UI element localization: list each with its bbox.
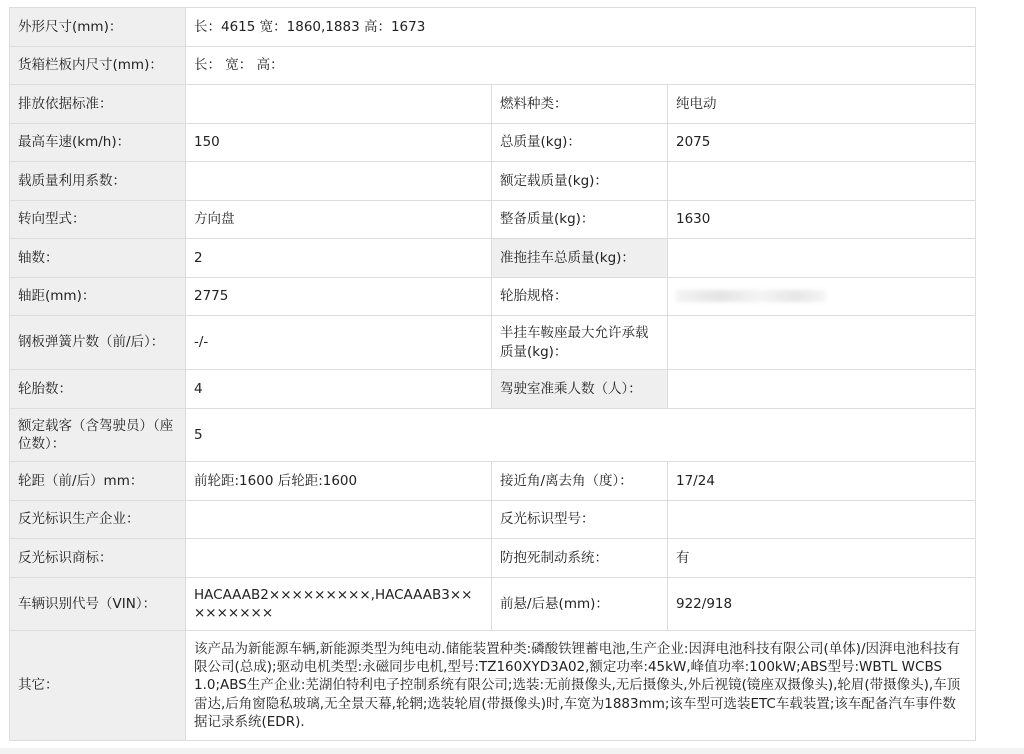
spec-row-dimensions — [10, 8, 976, 47]
value-reflector-maker — [186, 501, 492, 539]
spec-row-wheelbase-tire — [10, 278, 976, 316]
label-max-speed: 最高车速(km/h)： — [10, 124, 186, 162]
value-tire-spec — [668, 278, 976, 316]
spec-row-reflector — [10, 501, 976, 539]
spec-row-cargo-box — [10, 47, 976, 85]
label-cab-occupants: 驾驶室准乘人数（人）： — [492, 370, 668, 409]
label-fuel-type: 燃料种类： — [492, 85, 668, 124]
value-total-mass: 2075 — [668, 124, 976, 162]
value-cab-occupants — [668, 370, 976, 409]
spec-row-steering-curb — [10, 201, 976, 239]
label-load-utilization: 载质量利用系数： — [10, 162, 186, 201]
value-approach-departure: 17/24 — [668, 462, 976, 501]
blurred-tire-spec — [676, 290, 826, 302]
value-max-speed: 150 — [186, 124, 492, 162]
value-track-width: 前轮距:1600 后轮距:1600 — [186, 462, 492, 501]
label-reflector-trademark: 反光标识商标： — [10, 539, 186, 578]
label-tire-spec: 轮胎规格： — [492, 278, 668, 316]
label-reflector-model: 反光标识型号： — [492, 501, 668, 539]
label-abs-system: 防抱死制动系统： — [492, 539, 668, 578]
spec-row-trademark-abs — [10, 539, 976, 578]
value-trailer-mass — [668, 239, 976, 278]
value-vin: HACAAAB2×××××××××,HACAAAB3××××××××× — [186, 578, 492, 631]
spec-row-emission-fuel — [10, 85, 976, 124]
label-curb-mass: 整备质量(kg)： — [492, 201, 668, 239]
spec-row-springs-saddle — [10, 316, 976, 370]
spec-row-tires-cab — [10, 370, 976, 409]
value-curb-mass: 1630 — [668, 201, 976, 239]
spec-row-load-factor — [10, 162, 976, 201]
value-fuel-type: 纯电动 — [668, 85, 976, 124]
label-overhang: 前悬/后悬(mm)： — [492, 578, 668, 631]
value-emission-standard — [186, 85, 492, 124]
spec-row-speed-mass — [10, 124, 976, 162]
value-overhang: 922/918 — [668, 578, 976, 631]
label-rated-passengers: 额定载客（含驾驶员）（座位数）： — [10, 409, 186, 462]
label-wheelbase: 轴距(mm)： — [10, 278, 186, 316]
label-steering-type: 转向型式： — [10, 201, 186, 239]
spec-row-vin-overhang — [10, 578, 976, 631]
label-axle-count: 轴数： — [10, 239, 186, 278]
label-leaf-springs: 钢板弹簧片数（前/后）： — [10, 316, 186, 370]
value-overall-dimensions: 长：4615 宽：1860,1883 高：1673 — [186, 8, 976, 47]
label-tire-count: 轮胎数： — [10, 370, 186, 409]
spec-row-axles-trailer — [10, 239, 976, 278]
value-wheelbase: 2775 — [186, 278, 492, 316]
vehicle-spec-table — [9, 7, 976, 741]
value-reflector-trademark — [186, 539, 492, 578]
label-saddle-load: 半挂车鞍座最大允许承载质量(kg)： — [492, 316, 668, 370]
value-cargo-box-dimensions: 长： 宽： 高： — [186, 47, 976, 85]
label-overall-dimensions: 外形尺寸(mm)： — [10, 8, 186, 47]
label-cargo-box-dimensions: 货箱栏板内尺寸(mm)： — [10, 47, 186, 85]
value-load-utilization — [186, 162, 492, 201]
label-rated-load: 额定载质量(kg)： — [492, 162, 668, 201]
spec-row-seats — [10, 409, 976, 462]
label-reflector-maker: 反光标识生产企业： — [10, 501, 186, 539]
label-trailer-mass: 准拖挂车总质量(kg)： — [492, 239, 668, 278]
value-reflector-model — [668, 501, 976, 539]
label-others: 其它： — [10, 631, 186, 741]
value-rated-passengers: 5 — [186, 409, 976, 462]
spec-row-others — [10, 631, 976, 741]
page-bottom-edge — [0, 748, 1024, 754]
label-track-width: 轮距（前/后）mm： — [10, 462, 186, 501]
label-emission-standard: 排放依据标准： — [10, 85, 186, 124]
value-rated-load — [668, 162, 976, 201]
spec-row-track-angles — [10, 462, 976, 501]
value-abs-system: 有 — [668, 539, 976, 578]
value-axle-count: 2 — [186, 239, 492, 278]
label-vin: 车辆识别代号（VIN）： — [10, 578, 186, 631]
value-saddle-load — [668, 316, 976, 370]
label-total-mass: 总质量(kg)： — [492, 124, 668, 162]
value-tire-count: 4 — [186, 370, 492, 409]
value-leaf-springs: -/- — [186, 316, 492, 370]
value-steering-type: 方向盘 — [186, 201, 492, 239]
label-approach-departure: 接近角/离去角（度）： — [492, 462, 668, 501]
value-others: 该产品为新能源车辆,新能源类型为纯电动.储能装置种类:磷酸铁锂蓄电池,生产企业:因湃电池科技有限公司(单体)/因湃电池科技有限公司(总成);驱动电机类型:永磁同步电机,型号:TZ160XYD3A02,额定功率:45kW,峰值功率:100kW;ABS型号:WBTL WCBS 1.0;ABS生产企业:芜湖伯特利电子控制系统有限公司;选装:无前摄像头,无后摄像头,外后视镜(镜座双摄像头),轮眉(带摄像头),车顶雷达,后角窗隐私玻璃,无全景天幕,轮辋;选装轮眉(带摄像头)时,车宽为1883mm;该车型可选装ETC车载装置;该车配备汽车事件数据记录系统(EDR). — [186, 631, 976, 741]
